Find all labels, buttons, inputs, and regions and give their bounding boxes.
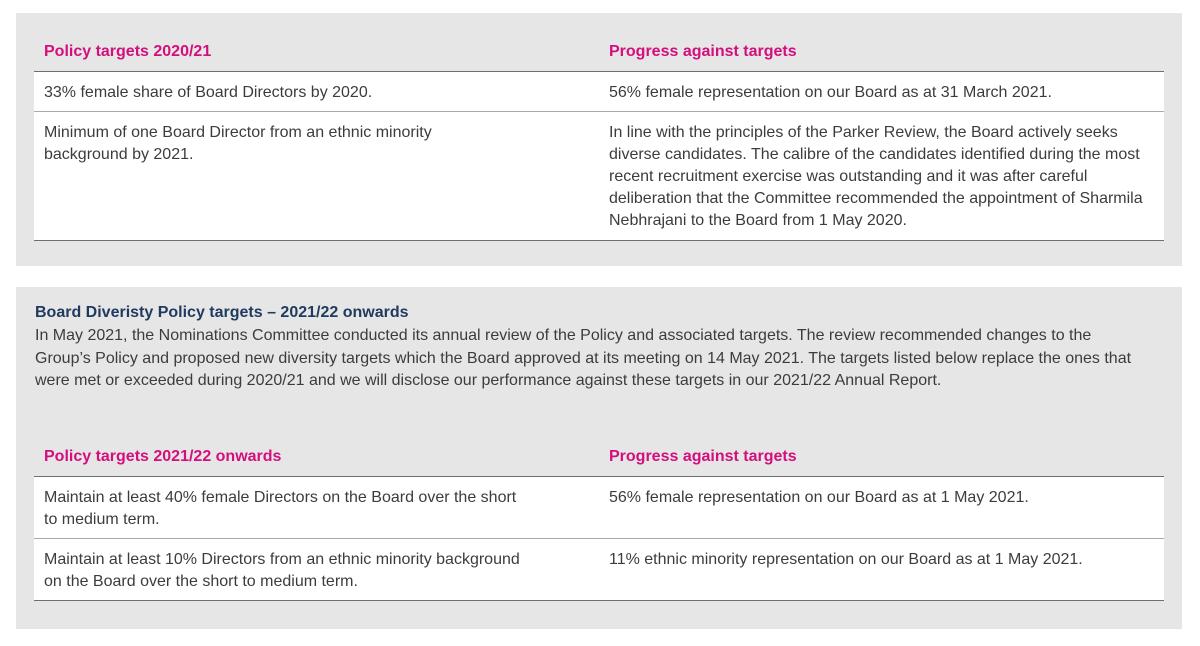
section-title: Board Diveristy Policy targets – 2021/22 onwards — [35, 304, 409, 321]
table-header — [34, 13, 1164, 72]
progress-cell: 11% ethnic minority representation on our Board as at 1 May 2021. — [609, 551, 1083, 568]
table-row — [34, 112, 1164, 241]
policy-targets-2020-21-table — [34, 13, 1164, 241]
table-row — [34, 539, 1164, 601]
target-cell: Minimum of one Board Director from an ethnic minority background by 2021. — [44, 124, 432, 163]
table-header — [34, 418, 1164, 477]
progress-cell: 56% female representation on our Board as at 31 March 2021. — [609, 84, 1052, 101]
progress-cell: In line with the principles of the Parker Review, the Board actively seeks diverse candidates. The calibre of the candidates identified during the most recent recruitment exercise was outstanding and it was after careful deliberation that the Committee recommended the appointment of Sharmila Nebhrajani to the Board from 1 May 2020. — [609, 124, 1143, 229]
target-cell: Maintain at least 10% Directors from an ethnic minority background on the Board over the short to medium term. — [44, 551, 520, 590]
column-header-policy-targets: Policy targets 2020/21 — [44, 43, 212, 60]
policy-targets-2021-22-table — [34, 418, 1164, 601]
progress-cell: 56% female representation on our Board as at 1 May 2021. — [609, 489, 1029, 506]
column-header-progress: Progress against targets — [609, 43, 797, 60]
section-description: In May 2021, the Nominations Committee conducted its annual review of the Policy and associated targets. The review recommended changes to the Group’s Policy and proposed new diversity targets which the Board approved at its meeting on 14 May 2021. The targets listed below replace the ones that were met or exceeded during 2020/21 and we will disclose our performance against these targets in our 2021/22 Annual Report. — [35, 327, 1132, 389]
policy-targets-2020-21-panel — [16, 13, 1182, 266]
policy-targets-2021-22-panel — [16, 287, 1182, 629]
target-cell: Maintain at least 40% female Directors on the Board over the short to medium term. — [44, 489, 517, 528]
column-header-progress: Progress against targets — [609, 448, 797, 465]
target-cell: 33% female share of Board Directors by 2020. — [44, 84, 373, 101]
column-header-policy-targets: Policy targets 2021/22 onwards — [44, 448, 282, 465]
table-row — [34, 72, 1164, 112]
table-row — [34, 477, 1164, 539]
